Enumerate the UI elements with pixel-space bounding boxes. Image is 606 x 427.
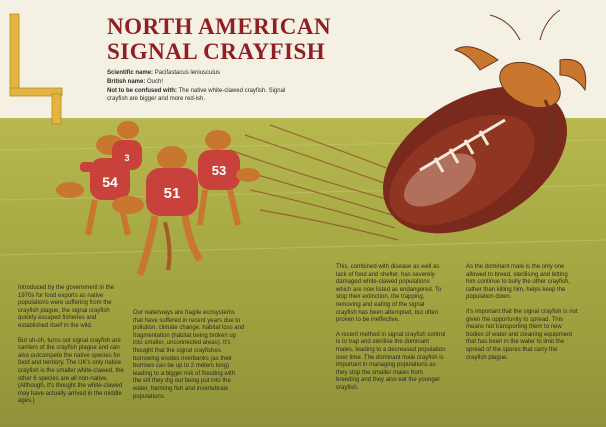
- paragraph: A recent method in signal crayfish control is to trap and sterilise the dominant males, leading to a decreased population over time. The dominant male crayfish is important in managing populations as they stop the smaller males from breeding and they also eat the younger crayfish.: [336, 331, 446, 391]
- paragraph: As the dominant male is the only one allowed to breed, sterilising and letting him continue to bully the other crayfish, rather than killing him, helps keep the population down.: [466, 264, 571, 301]
- scientific-name-value: Pacifastacus leniusculus: [154, 70, 221, 76]
- paragraph: This, combined with disease as well as lack of food and shelter, has severely damaged white-clawed populations which are now listed as endangered. To stop their extinction, the trapping, removing and eating of the signal crayfish has been attempted, but often proven to be ineffective.: [336, 264, 442, 324]
- british-name-label: British name:: [107, 79, 146, 85]
- not-confused-with: [107, 87, 302, 103]
- not-confused-value: The native white-clawed crayfish. Signal crayfish are bigger and more red-ish.: [107, 88, 286, 102]
- paragraph: Our waterways are fragile ecosystems that have suffered in recent years due to pollution, climate change, habitat loss and fragmentation (habitat being broken up into smaller, unconnected areas). It's thought that the signal crayfishes burrowing erodes riverbanks (as their burrows can be up to 2 meters long) leading to a bigger risk of flooding with the silt they dig out being put into the water, harming fish and invertebrate populations.: [133, 310, 245, 400]
- jersey-number-3: 3: [124, 153, 130, 163]
- title-line-1: NORTH AMERICAN: [107, 14, 332, 39]
- scientific-name-label: Scientific name:: [107, 70, 154, 76]
- paragraph: It's important that the signal crayfish is not given the opportunity to spread. This means not transporting them to new bodies of water and cleaning equipment that has been in the water to limit the spread of the spores that carry the crayfish plague.: [466, 308, 578, 361]
- text-column-2: [133, 310, 245, 408]
- jersey-number-53: 53: [211, 163, 227, 178]
- not-confused-label: Not to be confused with:: [107, 88, 177, 94]
- paragraph: But uh-oh, turns out signal crayfish are carriers of the crayfish plague and can also outcompete the native species for food and territory. The UK's only native crayfish is the smaller white-clawed, the other 6 species are all non-native. (Although, it's thought the white-clawed may have actually arrived in the middle ages.): [18, 337, 124, 405]
- speed-lines: [230, 125, 405, 240]
- title-line-2: SIGNAL CRAYFISH: [107, 39, 326, 64]
- text-column-3: [336, 264, 446, 400]
- player-53: [198, 130, 260, 225]
- paragraph: Introduced by the government in the 1970s for food exports as native populations were suffering from the crayfish plague, the signal crayfish quickly escaped fisheries and established itself in the wild.: [18, 285, 115, 329]
- text-column-1: [18, 285, 126, 413]
- jersey-number-51: 51: [163, 185, 181, 202]
- jersey-number-54: 54: [102, 174, 118, 190]
- british-name-value: Ouch!: [147, 79, 164, 85]
- scientific-name: [107, 69, 302, 77]
- goal-post: [10, 14, 62, 124]
- text-column-4: [466, 264, 578, 369]
- british-name: [107, 78, 302, 86]
